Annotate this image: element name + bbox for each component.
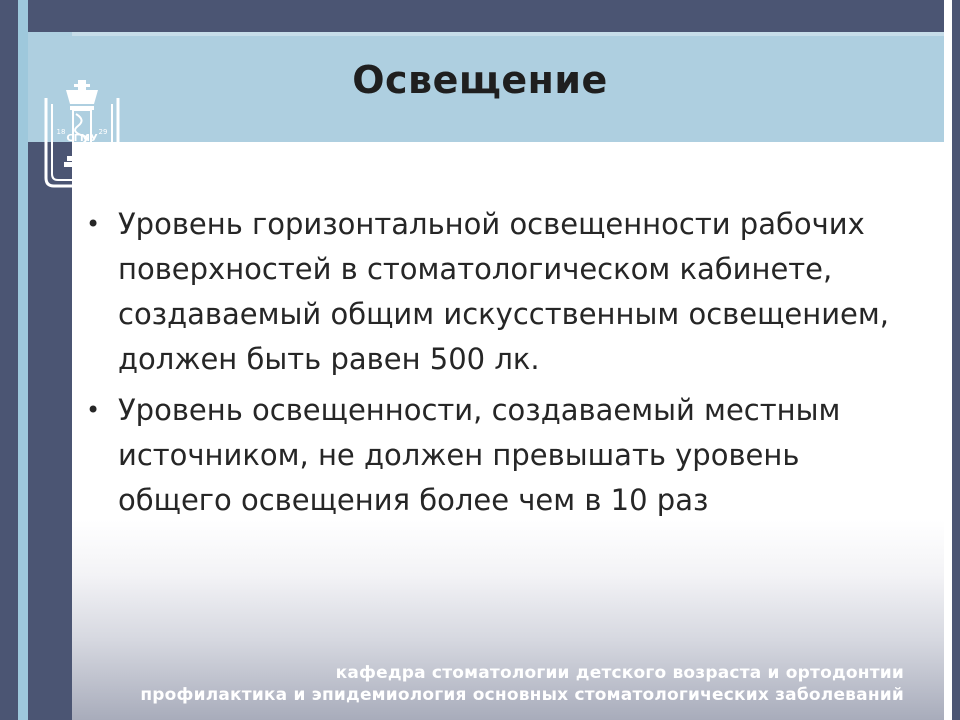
bullet-item-1 — [80, 202, 940, 382]
slide-title: Освещение — [352, 58, 608, 102]
footer-department: кафедра стоматологии детского возраста и ортодонтии — [335, 663, 904, 683]
left-accent-stripe — [18, 0, 28, 720]
bullet-list — [80, 202, 940, 529]
right-gap — [944, 0, 952, 720]
logo-text: СГМУ — [66, 133, 98, 144]
left-sidebar-bar — [0, 0, 18, 720]
bullet-marker: • — [86, 396, 101, 424]
bullet-1-line-1: Уровень горизонтальной освещенности рабочих — [118, 207, 865, 241]
title-band-highlight — [72, 32, 944, 36]
bullet-2-line-1: Уровень освещенности, создаваемый местным — [118, 393, 841, 427]
footer — [140, 662, 904, 706]
university-emblem-icon — [40, 78, 124, 190]
logo-year-right: 29 — [98, 128, 108, 136]
bullet-marker: • — [86, 210, 101, 238]
bullet-1-line-2: поверхностей в стоматологическом кабинете, — [118, 252, 833, 286]
footer-course: профилактика и эпидемиология основных стоматологических заболеваний — [140, 685, 904, 705]
logo-year-left: 18 — [56, 128, 66, 136]
top-bar — [0, 0, 960, 32]
bullet-2-line-2: источником, не должен превышать уровень — [118, 438, 800, 472]
bullet-1-line-4: должен быть равен 500 лк. — [118, 342, 540, 376]
bullet-1-line-3: создаваемый общим искусственным освещением, — [118, 297, 889, 331]
bullet-2-line-3: общего освещения более чем в 10 раз — [118, 483, 709, 517]
right-strip — [952, 0, 960, 720]
bullet-item-2 — [80, 388, 940, 523]
